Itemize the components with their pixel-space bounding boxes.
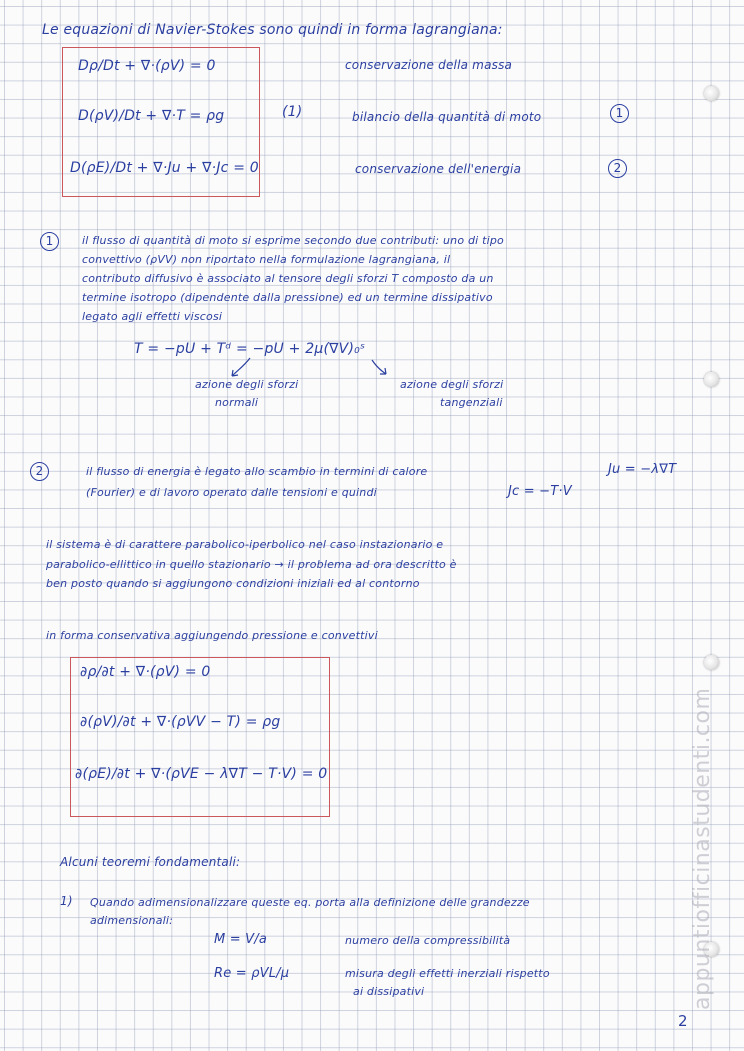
equations-box-conservative <box>70 657 330 817</box>
note-2-line: (Fourier) e di lavoro operato dalle tensioni e quindi <box>86 486 377 499</box>
system-character-line: parabolico-ellittico in quello stazionario → il problema ad ora descritto è <box>46 558 457 571</box>
conservative-equation-momentum: ∂(ρV)/∂t + ∇·(ρVV − T) = ρg <box>80 714 281 730</box>
note-1-line: contributo diffusivo è associato al tensore degli sforzi T composto da un <box>82 272 494 285</box>
heat-flux-formula: Ju = −λ∇T <box>608 462 677 477</box>
reynolds-number-formula: Re = ρVL/μ <box>214 966 290 981</box>
page-heading: Le equazioni di Navier-Stokes sono quindi in forma lagrangiana: <box>42 22 503 38</box>
system-character-line: ben posto quando si aggiungono condizioni iniziali ed al contorno <box>46 577 420 590</box>
note-1-line: il flusso di quantità di moto si esprime secondo due contributi: uno di tipo <box>82 234 504 247</box>
label-momentum-balance: bilancio della quantità di moto <box>352 110 542 124</box>
note-2-number: 2 <box>30 462 49 481</box>
system-character-line: il sistema è di carattere parabolico-iperbolico nel caso instazionario e <box>46 538 444 551</box>
note-1-line: legato agli effetti viscosi <box>82 310 223 323</box>
equation-system-marker: (1) <box>282 104 303 120</box>
tag-tangential-stress: azione degli sforzi <box>400 378 504 391</box>
reynolds-number-description: misura degli effetti inerziali rispetto <box>345 967 550 980</box>
label-mass-conservation: conservazione della massa <box>345 58 513 72</box>
label-energy-conservation: conservazione dell'energia <box>355 162 522 176</box>
tag-normal-stress: normali <box>215 396 259 409</box>
mach-number-formula: M = V/a <box>214 932 268 947</box>
watermark: appuntiofficinastudenti.com <box>690 687 715 1010</box>
item-1-line: adimensionali: <box>90 914 174 927</box>
tag-normal-stress: azione degli sforzi <box>195 378 299 391</box>
equation-energy: D(ρE)/Dt + ∇·Ju + ∇·Jc = 0 <box>70 160 259 176</box>
item-1-marker: 1) <box>60 894 73 908</box>
conservative-equation-energy: ∂(ρE)/∂t + ∇·(ρVE − λ∇T − T·V) = 0 <box>75 766 328 782</box>
conservative-equation-mass: ∂ρ/∂t + ∇·(ρV) = 0 <box>80 664 211 680</box>
work-flux-formula: Jc = −T·V <box>508 484 572 499</box>
arrow-to-tangential <box>372 360 386 374</box>
note-1-line: convettivo (ρVV) non riportato nella formulazione lagrangiana, il <box>82 253 451 266</box>
tag-tangential-stress: tangenziali <box>440 396 503 409</box>
note-1-number: 1 <box>40 232 59 251</box>
equation-momentum: D(ρV)/Dt + ∇·T = ρg <box>78 108 225 124</box>
ref-circle-2: 2 <box>608 159 627 178</box>
item-1-line: Quando adimensionalizzare queste eq. porta alla definizione delle grandezze <box>90 896 530 909</box>
section-fundamental-theorems: Alcuni teoremi fondamentali: <box>60 855 241 869</box>
note-1-line: termine isotropo (dipendente dalla pressione) ed un termine dissipativo <box>82 291 493 304</box>
equation-mass: Dρ/Dt + ∇·(ρV) = 0 <box>78 58 216 74</box>
note-2-line: il flusso di energia è legato allo scambio in termini di calore <box>86 465 428 478</box>
reynolds-number-description: ai dissipativi <box>353 985 425 998</box>
stress-tensor-formula: T = −pU + Tᵈ = −pU + 2μ(∇V)₀ˢ <box>134 341 366 357</box>
mach-number-description: numero della compressibilità <box>345 934 511 947</box>
conservative-form-intro: in forma conservativa aggiungendo pressione e convettivi <box>46 629 378 642</box>
ref-circle-1: 1 <box>610 104 629 123</box>
page-number: 2 <box>678 1012 688 1030</box>
arrow-to-normal <box>232 358 250 376</box>
